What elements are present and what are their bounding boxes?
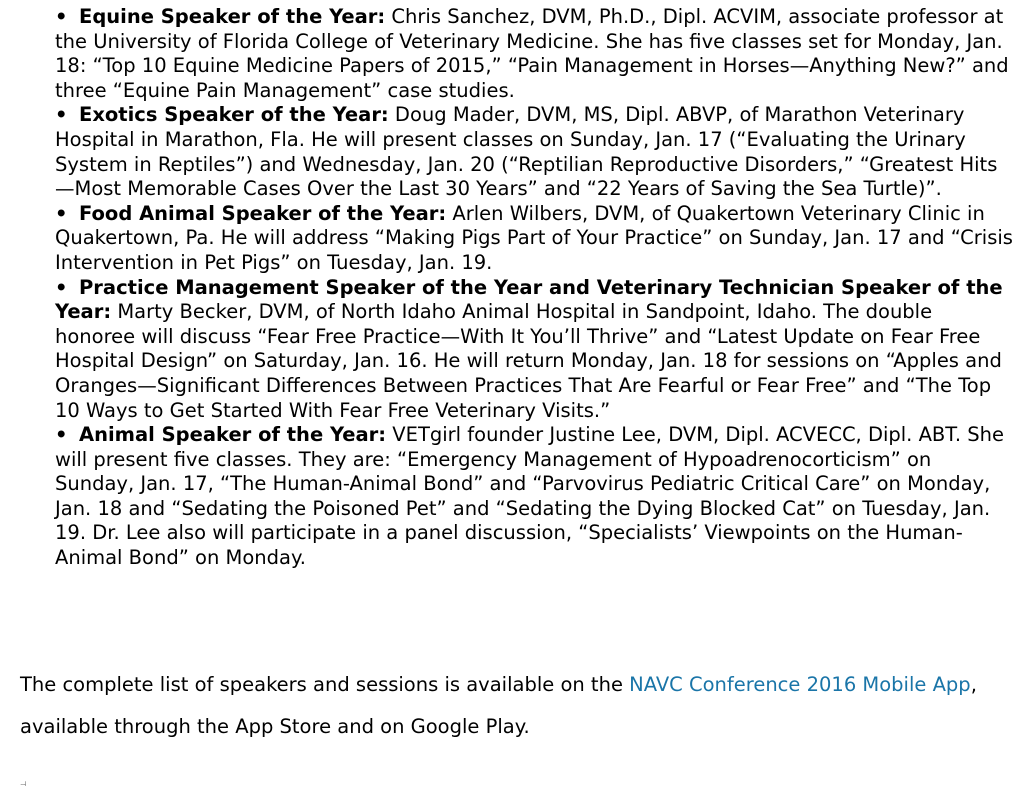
speaker-list bbox=[55, 5, 1015, 571]
speaker-item-exotics bbox=[55, 103, 1015, 201]
speaker-item-equine bbox=[55, 5, 1015, 103]
award-title: Food Animal Speaker of the Year: bbox=[79, 201, 447, 225]
truncated-next-line: ˨˨˨ bbox=[20, 780, 27, 788]
bullet-icon: • bbox=[55, 103, 68, 127]
award-title: Exotics Speaker of the Year: bbox=[79, 103, 389, 127]
bullet-icon: • bbox=[55, 423, 68, 447]
speaker-description: Doug Mader, DVM, MS, Dipl. ABVP, of Marathon Veterinary Hospital in Marathon, Fla. He will present classes on Sunday, Jan. 17 (“Evaluating the Urinary System in Reptiles”) and Wednesday, Jan. 20 (“Reptilian Reproductive Disorders,” “Greatest Hits—Most Memorable Cases Over the Last 30 Years” and “22 Years of Saving the Sea Turtle)”. bbox=[55, 103, 998, 201]
navc-app-link[interactable]: NAVC Conference 2016 Mobile App bbox=[629, 673, 971, 696]
speaker-description: Arlen Wilbers, DVM, of Quakertown Veterinary Clinic in Quakertown, Pa. He will address “Making Pigs Part of Your Practice” on Sunday, Jan. 17 and “Crisis Intervention in Pet Pigs” on Tuesday, Jan. 19. bbox=[55, 201, 1013, 274]
closing-text-after: , available through the App Store and on Google Play. bbox=[20, 673, 977, 738]
bullet-icon: • bbox=[55, 5, 68, 28]
bullet-icon: • bbox=[55, 201, 68, 225]
closing-text-before: The complete list of speakers and sessions is available on the bbox=[20, 673, 630, 696]
bullet-icon: • bbox=[55, 275, 68, 299]
speaker-description: Chris Sanchez, DVM, Ph.D., Dipl. ACVIM, associate professor at the University of Florida College of Veterinary Medicine. She has five classes set for Monday, Jan. 18: “Top 10 Equine Medicine Papers of 2015,” “Pain Management in Horses—Anything New?” and three “Equine Pain Management” case studies. bbox=[55, 5, 1009, 102]
award-title: Equine Speaker of the Year: bbox=[79, 5, 386, 28]
speaker-item-animal bbox=[55, 423, 1015, 571]
award-title: Animal Speaker of the Year: bbox=[79, 423, 387, 447]
closing-paragraph bbox=[20, 664, 1005, 748]
speaker-description: VETgirl founder Justine Lee, DVM, Dipl. ACVECC, Dipl. ABT. She will present five classes. They are: “Emergency Management of Hypoadrenocorticism” on Sunday, Jan. 17, “The Human-Animal Bond” and “Parvovirus Pediatric Critical Care” on Monday, Jan. 18 and “Sedating the Poisoned Pet” and “Sedating the Dying Blocked Cat” on Tuesday, Jan. 19. Dr. Lee also will participate in a panel discussion, “Specialists’ Viewpoints on the Human-Animal Bond” on Monday. bbox=[55, 423, 1005, 570]
award-title: Practice Management Speaker of the Year and Veterinary Technician Speaker of the Year: bbox=[55, 275, 1003, 324]
speaker-item-practice-management bbox=[55, 276, 1015, 424]
speaker-description: Marty Becker, DVM, of North Idaho Animal Hospital in Sandpoint, Idaho. The double honoree will discuss “Fear Free Practice—With It You’ll Thrive” and “Latest Update on Fear Free Hospital Design” on Saturday, Jan. 16. He will return Monday, Jan. 18 for sessions on “Apples and Oranges—Significant Differences Between Practices That Are Fearful or Fear Free” and “The Top 10 Ways to Get Started With Fear Free Veterinary Visits.” bbox=[55, 300, 1002, 422]
speaker-item-food-animal bbox=[55, 202, 1015, 276]
